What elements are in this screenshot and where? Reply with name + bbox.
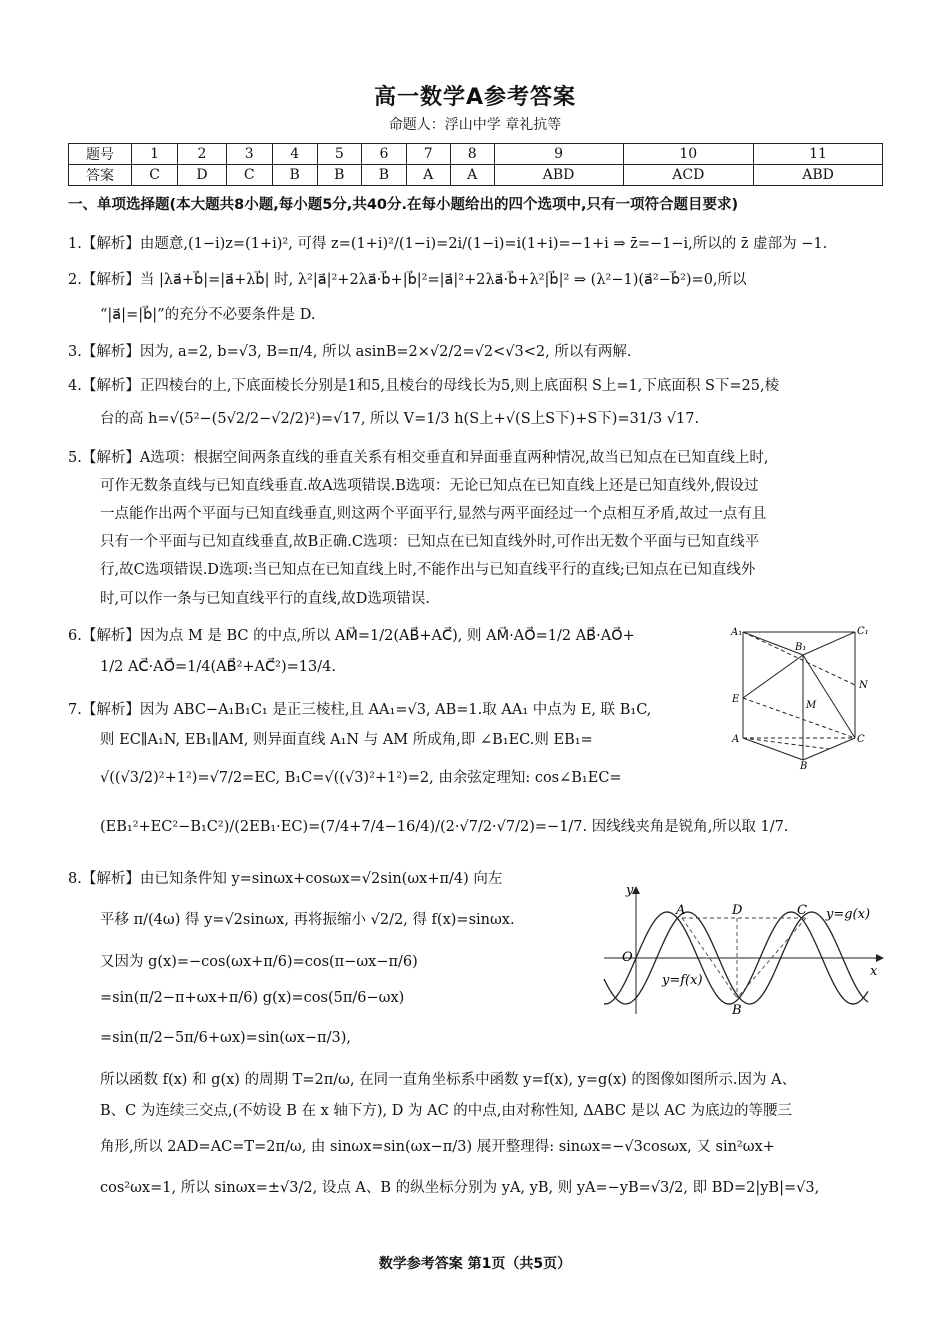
table-cell: C	[226, 165, 272, 186]
table-cell: 题号	[69, 144, 132, 165]
label-e: E	[732, 694, 740, 705]
table-cell: B	[272, 165, 317, 186]
table-cell: A	[406, 165, 450, 186]
table-cell: 6	[362, 144, 407, 165]
table-cell: 答案	[69, 165, 132, 186]
solution-q4-line2: 台的高 h=√(5²−(5√2/2−√2/2)²)=√17, 所以 V=1/3 h(S上+√(S上S下)+S下)=31/3 √17.	[100, 411, 700, 427]
solution-q1: 1.【解析】由题意,(1−i)z=(1+i)², 可得 z=(1+i)²/(1−i)=2i/(1−i)=i(1+i)=−1+i ⇒ z̄=−1−i,所以的 z̄ 虚部为 −1.	[68, 236, 828, 252]
label-n: N	[859, 680, 868, 691]
solution-q4-line1: 4.【解析】正四棱台的上,下底面棱长分别是1和5,且棱台的母线长为5,则上底面积 S上=1,下底面积 S下=25,棱	[68, 378, 780, 394]
graph-label-y: y	[626, 883, 634, 898]
table-cell: B	[317, 165, 362, 186]
table-cell: ABD	[754, 165, 883, 186]
table-cell: C	[132, 165, 178, 186]
solution-q2-line2: “|a⃗|=|b⃗|”的充分不必要条件是 D.	[100, 307, 316, 323]
solution-q7-line3: √((√3/2)²+1²)=√7/2=EC, B₁C=√((√3)²+1²)=2, 由余弦定理知: cos∠B₁EC=	[100, 770, 622, 786]
solution-q8-line3: 又因为 g(x)=−cos(ωx+π/6)=cos(π−ωx−π/6)	[100, 954, 418, 970]
table-cell: 5	[317, 144, 362, 165]
solution-q2-line1: 2.【解析】当 |λa⃗+b⃗|=|a⃗+λb⃗| 时, λ²|a⃗|²+2λa⃗·b⃗+|b⃗|²=|a⃗|²+2λa⃗·b⃗+λ²|b⃗|² ⇒ (λ²−1)(a⃗²−b⃗²)=0,所以	[68, 272, 747, 288]
table-cell: ACD	[623, 165, 754, 186]
solution-q5-line3: 一点能作出两个平面与已知直线垂直,则这两个平面平行,显然与两平面经过一个点相互矛盾,故过一点有且	[100, 506, 767, 522]
solution-q8-line2: 平移 π/(4ω) 得 y=√2sinωx, 再将振缩小 √2/2, 得 f(x)=sinωx.	[100, 912, 515, 928]
solution-q3: 3.【解析】因为, a=2, b=√3, B=π/4, 所以 asinB=2×√2/2=√2<√3<2, 所以有两解.	[68, 344, 632, 360]
solution-q5-line6: 时,可以作一条与已知直线平行的直线,故D选项错误.	[100, 591, 430, 607]
table-cell: 9	[494, 144, 623, 165]
solution-q7-line2: 则 EC∥A₁N, EB₁∥AM, 则异面直线 A₁N 与 AM 所成角,即 ∠B₁EC.则 EB₁=	[100, 732, 593, 748]
graph-label-f: y=f(x)	[662, 973, 703, 988]
section-heading: 一、单项选择题(本大题共8小题,每小题5分,共40分.在每小题给出的四个选项中,只有一项符合题目要求)	[68, 197, 739, 213]
label-c1: C₁	[857, 626, 869, 637]
label-a1: A₁	[731, 627, 743, 638]
author-line: 命题人：浮山中学 章礼抗等	[388, 117, 562, 133]
solution-q6-line1: 6.【解析】因为点 M 是 BC 的中点,所以 AM⃗=1/2(AB⃗+AC⃗), 则 AM⃗·AO⃗=1/2 AB⃗·AO⃗+	[68, 628, 635, 644]
table-cell: 7	[406, 144, 450, 165]
graph-label-o: O	[622, 950, 633, 965]
sine-graph	[600, 880, 885, 1020]
page-title: 高一数学A参考答案	[373, 85, 577, 110]
answer-table	[68, 143, 883, 186]
label-b: B	[800, 761, 808, 770]
table-cell: ABD	[494, 165, 623, 186]
table-cell: 11	[754, 144, 883, 165]
graph-label-d: D	[732, 903, 743, 918]
label-a: A	[732, 734, 740, 745]
label-b1: B₁	[795, 642, 807, 653]
solution-q8-line8: 角形,所以 2AD=AC=T=2π/ω, 由 sinωx=sin(ωx−π/3) 展开整理得: sinωx=−√3cosωx, 又 sin²ωx+	[100, 1139, 775, 1155]
solution-q7-line4: (EB₁²+EC²−B₁C²)/(2EB₁·EC)=(7/4+7/4−16/4)/(2·√7/2·√7/2)=−1/7. 因线线夹角是锐角,所以取 1/7.	[100, 819, 789, 835]
table-cell: B	[362, 165, 407, 186]
prism-diagram	[728, 620, 878, 770]
solution-q8-line1: 8.【解析】由已知条件知 y=sinωx+cosωx=√2sin(ωx+π/4) 向左	[68, 871, 503, 887]
graph-label-a: A	[676, 903, 686, 918]
solution-q5-line1: 5.【解析】A选项：根据空间两条直线的垂直关系有相交垂直和异面垂直两种情况,故当已知点在已知直线上时,	[68, 450, 769, 466]
table-cell: 10	[623, 144, 754, 165]
solution-q5-line2: 可作无数条直线与已知直线垂直.故A选项错误.B选项：无论已知点在已知直线上还是已知直线外,假设过	[100, 478, 759, 494]
solution-q5-line4: 只有一个平面与已知直线垂直,故B正确.C选项：已知点在已知直线外时,可作出无数个平面与已知直线平	[100, 534, 760, 550]
table-cell: 8	[450, 144, 494, 165]
table-cell: 1	[132, 144, 178, 165]
table-row	[69, 144, 883, 165]
table-cell: A	[450, 165, 494, 186]
table-cell: 3	[226, 144, 272, 165]
table-cell: 2	[178, 144, 226, 165]
solution-q7-line1: 7.【解析】因为 ABC−A₁B₁C₁ 是正三棱柱,且 AA₁=√3, AB=1.取 AA₁ 中点为 E, 联 B₁C,	[68, 702, 652, 718]
table-cell: D	[178, 165, 226, 186]
solution-q8-line6: 所以函数 f(x) 和 g(x) 的周期 T=2π/ω, 在同一直角坐标系中函数 y=f(x), y=g(x) 的图像如图所示.因为 A、	[100, 1072, 797, 1088]
solution-q5-line5: 行,故C选项错误.D选项:当已知点在已知直线上时,不能作出与已知直线平行的直线;已知点在已知直线外	[100, 562, 756, 578]
graph-label-b: B	[732, 1003, 742, 1018]
graph-label-g: y=g(x)	[826, 907, 871, 922]
solution-q8-line4: =sin(π/2−π+ωx+π/6) g(x)=cos(5π/6−ωx)	[100, 990, 405, 1006]
table-cell: 4	[272, 144, 317, 165]
label-c: C	[857, 734, 865, 745]
label-m: M	[806, 700, 817, 711]
graph-label-x: x	[870, 964, 878, 979]
page-footer: 数学参考答案 第1页（共5页）	[378, 1256, 572, 1272]
solution-q8-line7: B、C 为连续三交点,(不妨设 B 在 x 轴下方), D 为 AC 的中点,由对称性知, ΔABC 是以 AC 为底边的等腰三	[100, 1103, 792, 1119]
table-row	[69, 165, 883, 186]
solution-q8-line5: =sin(π/2−5π/6+ωx)=sin(ωx−π/3),	[100, 1030, 351, 1046]
solution-q8-line9: cos²ωx=1, 所以 sinωx=±√3/2, 设点 A、B 的纵坐标分别为 yA, yB, 则 yA=−yB=√3/2, 即 BD=2|yB|=√3,	[100, 1180, 820, 1196]
solution-q6-line2: 1/2 AC⃗·AO⃗=1/4(AB⃗²+AC⃗²)=13/4.	[100, 659, 336, 675]
graph-label-c: C	[797, 903, 807, 918]
